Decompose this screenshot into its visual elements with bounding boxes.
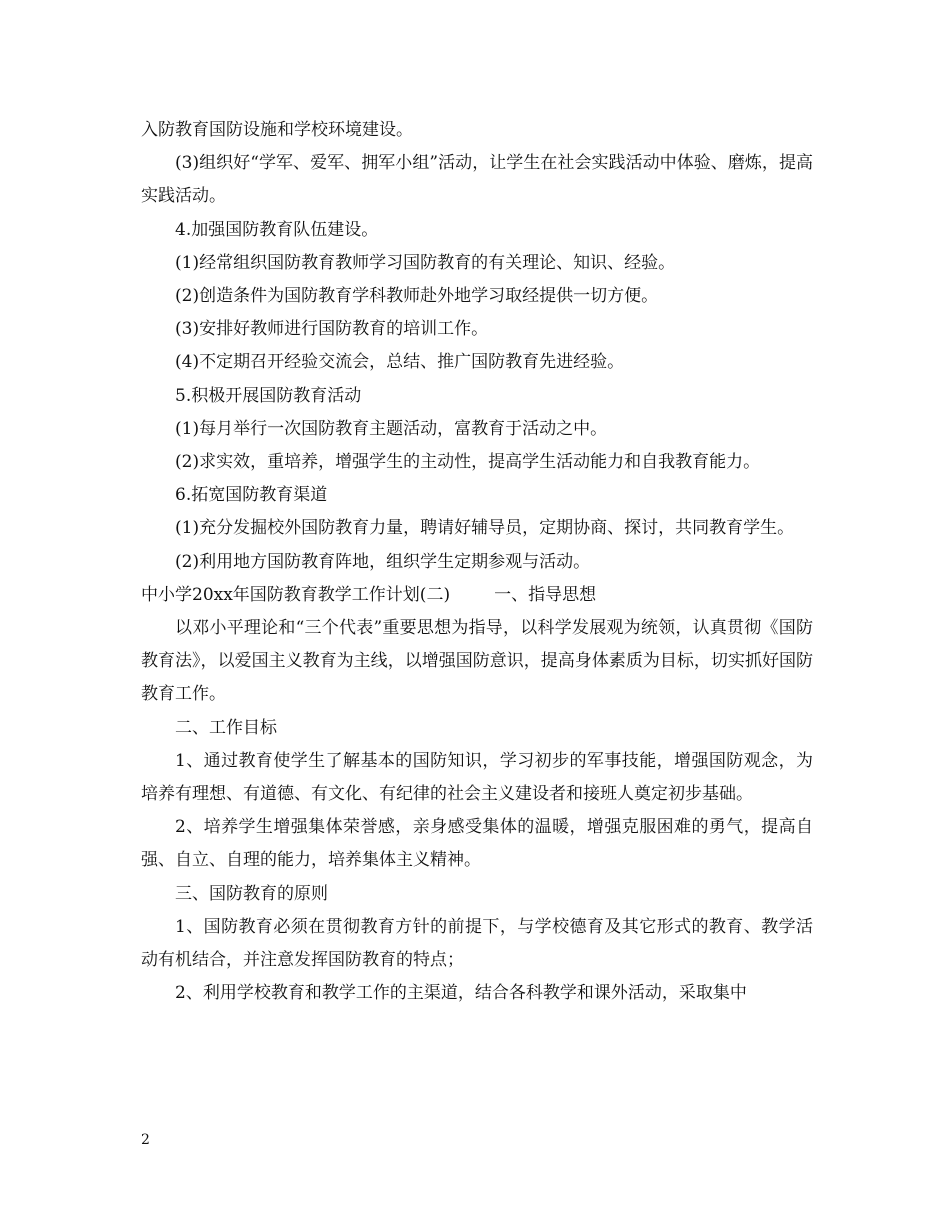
paragraph: 二、工作目标	[175, 717, 277, 738]
paragraph: (2)创造条件为国防教育学科教师赴外地学习取经提供一切方便。	[175, 286, 659, 307]
paragraph: 入防教育国防设施和学校环境建设。	[141, 120, 413, 140]
paragraph: (2)利用地方国防教育阵地，组织学生定期参观与活动。	[175, 551, 591, 572]
plan-section-2	[141, 612, 813, 1010]
plan-title: 中小学20xx年国防教育教学工作计划(二)	[141, 584, 451, 605]
paragraph: (1)充分发掘校外国防教育力量，聘请好辅导员，定期协商、探讨，共同教育学生。	[175, 518, 795, 539]
paragraph: 1、通过教育使学生了解基本的国防知识，学习初步的军事技能，增强国防观念，为培养有理想、有道德、有文化、有纪律的社会主义建设者和接班人奠定初步基础。	[141, 750, 813, 805]
plan-section-1	[141, 114, 813, 579]
document-body	[141, 114, 813, 1010]
paragraph: (4)不定期召开经验交流会，总结、推广国防教育先进经验。	[175, 352, 625, 373]
section-title-line	[141, 579, 813, 612]
paragraph: 以邓小平理论和“三个代表”重要思想为指导，以科学发展观为统领，认真贯彻《国防教育法》，以爱国主义教育为主线，以增强国防意识，提高身体素质为目标，切实抓好国防教育工作。	[141, 618, 813, 705]
paragraph: 2、利用学校教育和教学工作的主渠道，结合各科教学和课外活动，采取集中	[175, 983, 747, 1004]
paragraph: 6.拓宽国防教育渠道	[175, 485, 328, 506]
paragraph: (3)安排好教师进行国防教育的培训工作。	[175, 319, 489, 340]
paragraph: 2、培养学生增强集体荣誉感，亲身感受集体的温暖，增强克服困难的勇气，提高自强、自立、自理的能力，培养集体主义精神。	[141, 817, 813, 871]
section-heading: 一、指导思想	[494, 584, 597, 605]
paragraph: (1)每月举行一次国防教育主题活动，富教育于活动之中。	[175, 418, 608, 439]
page-number: 2	[141, 1132, 150, 1148]
paragraph: (2)求实效，重培养，增强学生的主动性，提高学生活动能力和自我教育能力。	[175, 452, 761, 473]
paragraph: (1)经常组织国防教育教师学习国防教育的有关理论、知识、经验。	[175, 252, 676, 273]
paragraph: 5.积极开展国防教育活动	[175, 385, 362, 406]
paragraph: 1、国防教育必须在贯彻教育方针的前提下，与学校德育及其它形式的教育、教学活动有机结合，并注意发挥国防教育的特点；	[141, 916, 813, 971]
paragraph: (3)组织好“学军、爱军、拥军小组”活动，让学生在社会实践活动中体验、磨炼，提高实践活动。	[141, 153, 813, 207]
paragraph: 4.加强国防教育队伍建设。	[175, 219, 379, 240]
paragraph: 三、国防教育的原则	[175, 883, 328, 904]
